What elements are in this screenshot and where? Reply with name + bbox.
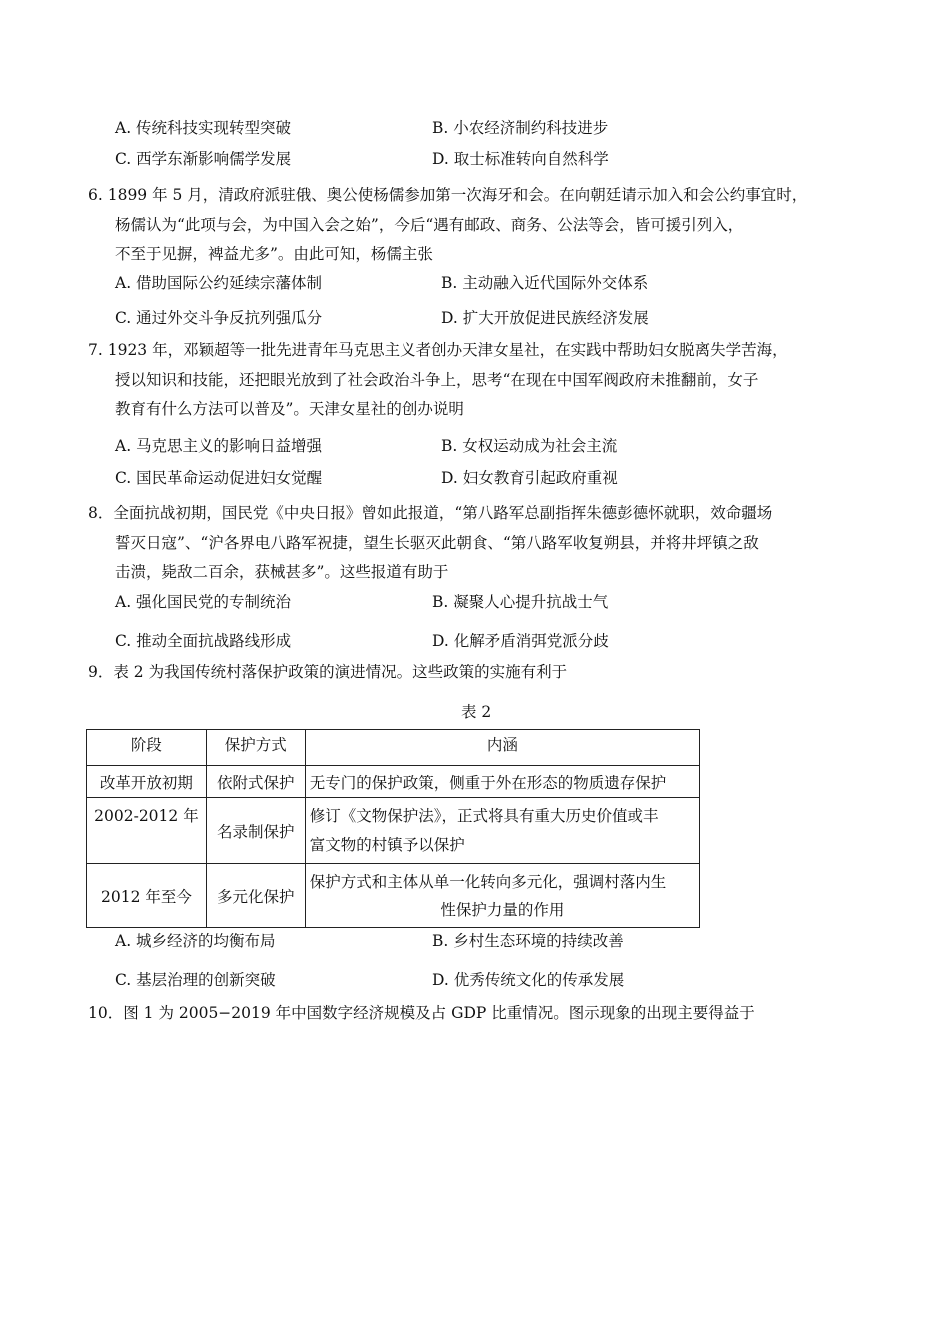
policy-table — [86, 729, 700, 928]
q6-option-b[interactable]: B. 主动融入近代国际外交体系 — [441, 274, 649, 292]
q8-option-a[interactable]: A. 强化国民党的专制统治 — [115, 593, 292, 611]
q8-option-b[interactable]: B. 凝聚人心提升抗战士气 — [432, 593, 609, 611]
row3-mode: 多元化保护 — [206, 864, 305, 928]
q7-stem-line-3: 教育有什么方法可以普及”。天津女星社的创办说明 — [115, 400, 464, 418]
table-caption: 表 2 — [461, 703, 492, 721]
row2-content-line1: 修订《文物保护法》，正式将具有重大历史价值或丰 — [309, 806, 659, 825]
row2-content-line2: 富文物的村镇予以保护 — [309, 835, 465, 854]
q5-option-a[interactable]: A. 传统科技实现转型突破 — [115, 119, 292, 137]
header-content: 内涵 — [305, 730, 699, 766]
q8-stem-line-2: 誓灭日寇”、“沪各界电八路军祝捷，望生长驱灭此朝食、“第八路军收复朔县，并将井坪镇之敌 — [115, 534, 759, 552]
q7-stem-line-1: 7. 1923 年，邓颖超等一批先进青年马克思主义者创办天津女星社，在实践中帮助妇女脱离失学苦海， — [88, 341, 788, 359]
q7-option-c[interactable]: C. 国民革命运动促进妇女觉醒 — [115, 469, 323, 487]
q5-option-c[interactable]: C. 西学东渐影响儒学发展 — [115, 150, 292, 168]
row1-stage: 改革开放初期 — [87, 766, 207, 798]
q6-stem-line-3: 不至于见摒，裨益尤多”。由此可知，杨儒主张 — [115, 245, 433, 263]
q9-option-b[interactable]: B. 乡村生态环境的持续改善 — [432, 932, 624, 950]
q6-stem-line-1: 6. 1899 年 5 月，清政府派驻俄、奥公使杨儒参加第一次海牙和会。在向朝廷请示加入和会公约事宜时， — [88, 186, 808, 204]
row2-stage: 2002-2012 年 — [87, 798, 207, 864]
row3-content-line2: 性保护力量的作用 — [440, 900, 565, 919]
header-mode: 保护方式 — [206, 730, 305, 766]
table-row — [87, 766, 700, 798]
row3-content — [305, 864, 699, 928]
row1-content — [305, 766, 699, 798]
q7-option-a[interactable]: A. 马克思主义的影响日益增强 — [115, 437, 323, 455]
q9-option-a[interactable]: A. 城乡经济的均衡布局 — [115, 932, 276, 950]
q5-option-d[interactable]: D. 取士标准转向自然科学 — [432, 150, 609, 168]
q10-stem: 10．图 1 为 2005−2019 年中国数字经济规模及占 GDP 比重情况。图示现象的出现主要得益于 — [88, 1004, 755, 1022]
q5-option-b[interactable]: B. 小农经济制约科技进步 — [432, 119, 609, 137]
row2-content — [305, 798, 699, 864]
q9-option-c[interactable]: C. 基层治理的创新突破 — [115, 971, 276, 989]
q8-option-c[interactable]: C. 推动全面抗战路线形成 — [115, 632, 292, 650]
row1-content-line1: 无专门的保护政策，侧重于外在形态的物质遗存保护 — [309, 773, 667, 792]
header-stage: 阶段 — [87, 730, 207, 766]
row2-mode: 名录制保护 — [206, 798, 305, 864]
q8-option-d[interactable]: D. 化解矛盾消弭党派分歧 — [432, 632, 609, 650]
q6-stem-line-2: 杨儒认为“此项与会，为中国入会之始”，今后“遇有邮政、商务、公法等会，皆可援引列入， — [115, 216, 744, 234]
q9-option-d[interactable]: D. 优秀传统文化的传承发展 — [432, 971, 625, 989]
q6-option-d[interactable]: D. 扩大开放促进民族经济发展 — [441, 309, 649, 327]
q7-option-b[interactable]: B. 女权运动成为社会主流 — [441, 437, 618, 455]
q7-option-d[interactable]: D. 妇女教育引起政府重视 — [441, 469, 618, 487]
table-header-row — [87, 730, 700, 766]
row1-mode: 依附式保护 — [206, 766, 305, 798]
q9-stem: 9．表 2 为我国传统村落保护政策的演进情况。这些政策的实施有利于 — [88, 663, 568, 681]
row3-stage: 2012 年至今 — [87, 864, 207, 928]
row3-content-line1: 保护方式和主体从单一化转向多元化，强调村落内生 — [309, 872, 667, 891]
q8-stem-line-3: 击溃，毙敌二百余，获械甚多”。这些报道有助于 — [115, 563, 449, 581]
table-row — [87, 798, 700, 864]
q6-option-c[interactable]: C. 通过外交斗争反抗列强瓜分 — [115, 309, 323, 327]
q7-stem-line-2: 授以知识和技能，还把眼光放到了社会政治斗争上，思考“在现在中国军阀政府未推翻前，女子 — [115, 371, 759, 389]
table-row — [87, 864, 700, 928]
q8-stem-line-1: 8．全面抗战初期，国民党《中央日报》曾如此报道，“第八路军总副指挥朱德彭德怀就职，效命疆场 — [88, 504, 773, 522]
q6-option-a[interactable]: A. 借助国际公约延续宗藩体制 — [115, 274, 323, 292]
